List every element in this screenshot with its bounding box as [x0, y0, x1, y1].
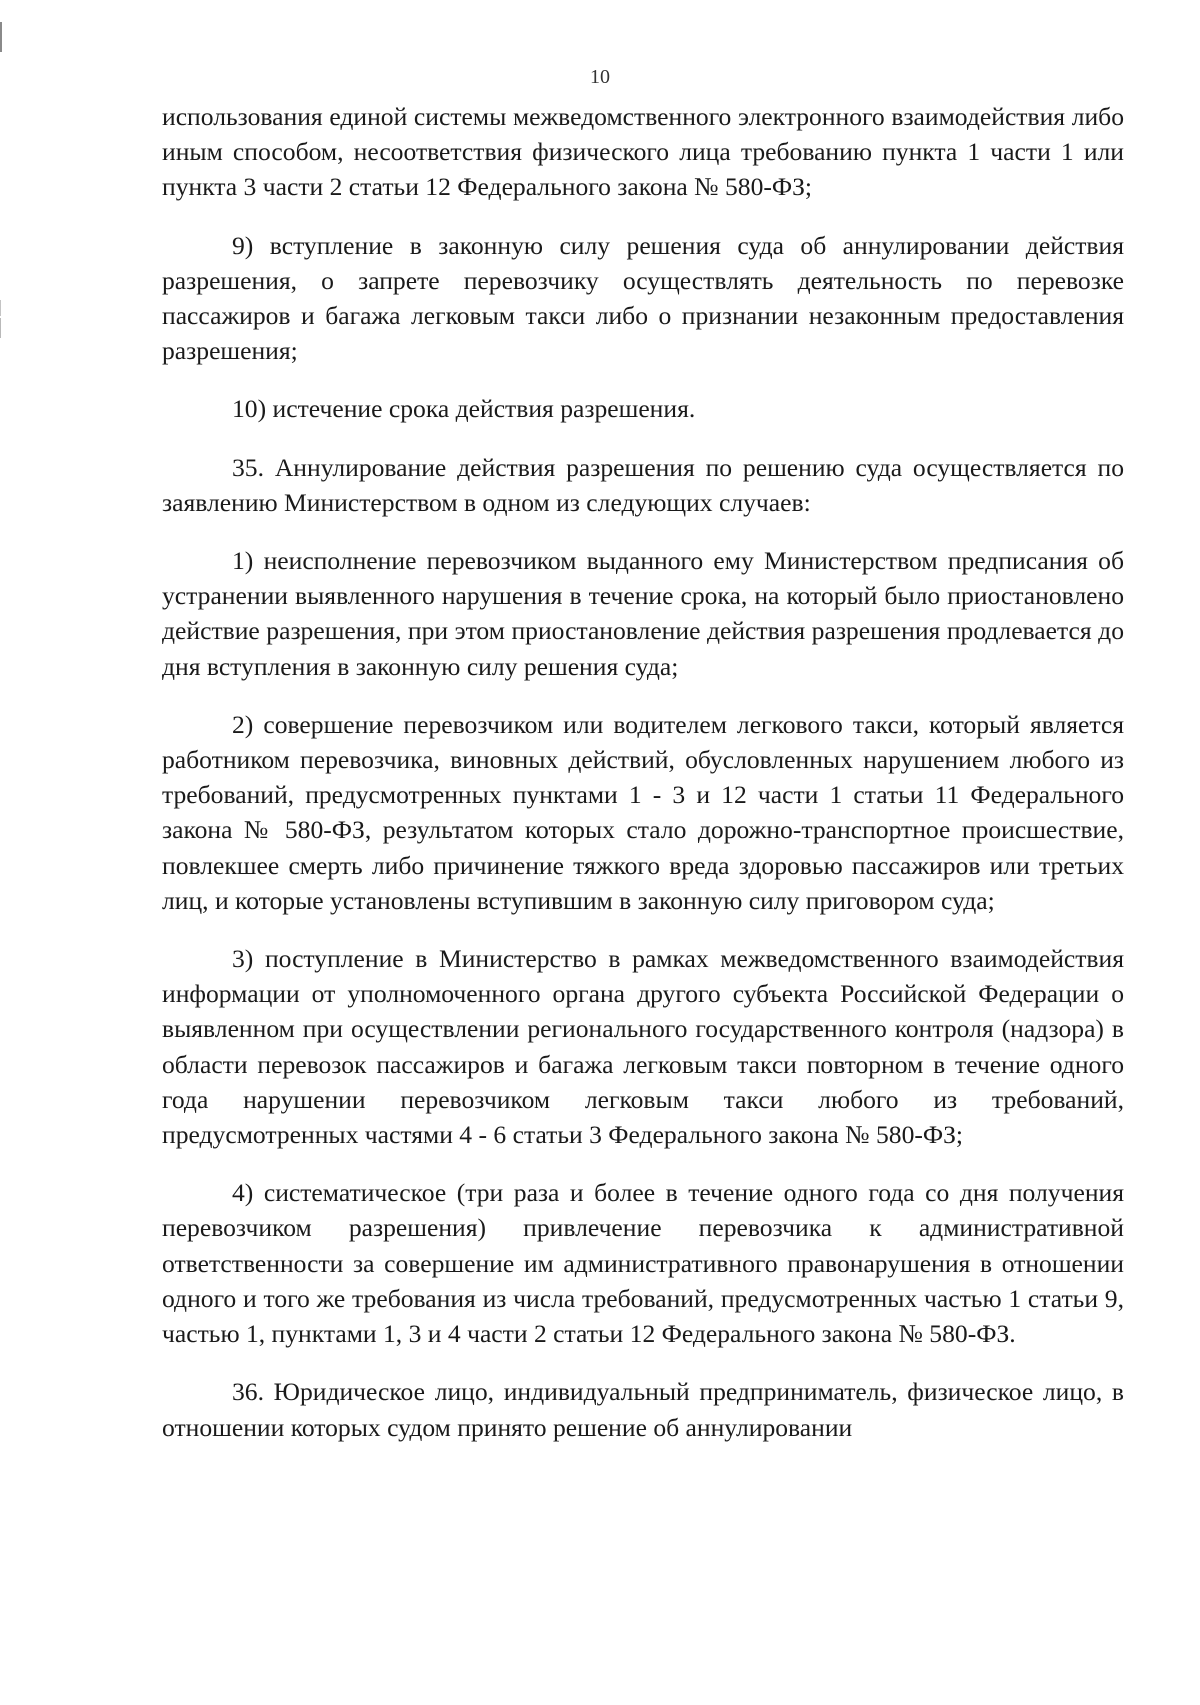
- paragraph-item-10: 10) истечение срока действия разрешения.: [232, 394, 696, 424]
- paragraph-section-35-item-1: 1) неисполнение перевозчиком выданного ему Министерством предписания об устранении выявленного нарушения в течение срока, на который было приостановлено действие разрешения, при этом приостановление действия разрешения продлевается до дня вступления в законную силу решения суда;: [162, 546, 1124, 681]
- scan-edge-mark: [0, 300, 1, 316]
- paragraph-section-35-item-4: 4) систематическое (три раза и более в течение одного года со дня получения перевозчиком разрешения) привлечение перевозчика к административной ответственности за совершение им административного правонарушения в отношении одного и того же требования из числа требований, предусмотренных частью 1 статьи 9, частью 1, пунктами 1, 3 и 4 части 2 статьи 12 Федерального закона № 580-ФЗ.: [162, 1178, 1124, 1349]
- paragraph-item-9: 9) вступление в законную силу решения суда об аннулировании действия разрешения, о запрете перевозчику осуществлять деятельность по перевозке пассажиров и багажа легковым такси либо о признании незаконным предоставления разрешения;: [162, 230, 1124, 366]
- paragraph-section-35-item-2: 2) совершение перевозчиком или водителем легкового такси, который является работником перевозчика, виновных действий, обусловленных нарушением любого из требований, предусмотренных пунктами 1 - 3 и 12 части 1 статьи 11 Федерального закона № 580-ФЗ, результатом которых стало дорожно-транспортное происшествие, повлекшее смерть либо причинение тяжкого вреда здоровью пассажиров или третьих лиц, и которые установлены вступившим в законную силу приговором суда;: [162, 709, 1124, 915]
- paragraph-section-35-item-3: 3) поступление в Министерство в рамках межведомственного взаимодействия информации от уполномоченного органа другого субъекта Российской Федерации о выявленном при осуществлении регионального государственного контроля (надзора) в области перевозок пассажиров и багажа легковым такси повторном в течение одного года нарушении перевозчиком легковым такси любого из требований, предусмотренных частями 4 - 6 статьи 3 Федерального закона № 580-ФЗ;: [162, 944, 1124, 1150]
- scan-edge-mark: [0, 318, 1, 338]
- scan-edge-mark: [0, 22, 2, 52]
- page-number: 10: [590, 66, 610, 88]
- document-body: [162, 99, 1124, 1468]
- paragraph-section-36: 36. Юридическое лицо, индивидуальный предприниматель, физическое лицо, в отношении которых судом принято решение об аннулировании: [162, 1377, 1124, 1442]
- paragraph-section-35: 35. Аннулирование действия разрешения по решению суда осуществляется по заявлению Министерством в одном из следующих случаев:: [162, 452, 1124, 517]
- paragraph-continuation: использования единой системы межведомственного электронного взаимодействия либо иным способом, несоответствия физического лица требованию пункта 1 части 1 или пункта 3 части 2 статьи 12 Федерального закона № 580-ФЗ;: [162, 102, 1124, 202]
